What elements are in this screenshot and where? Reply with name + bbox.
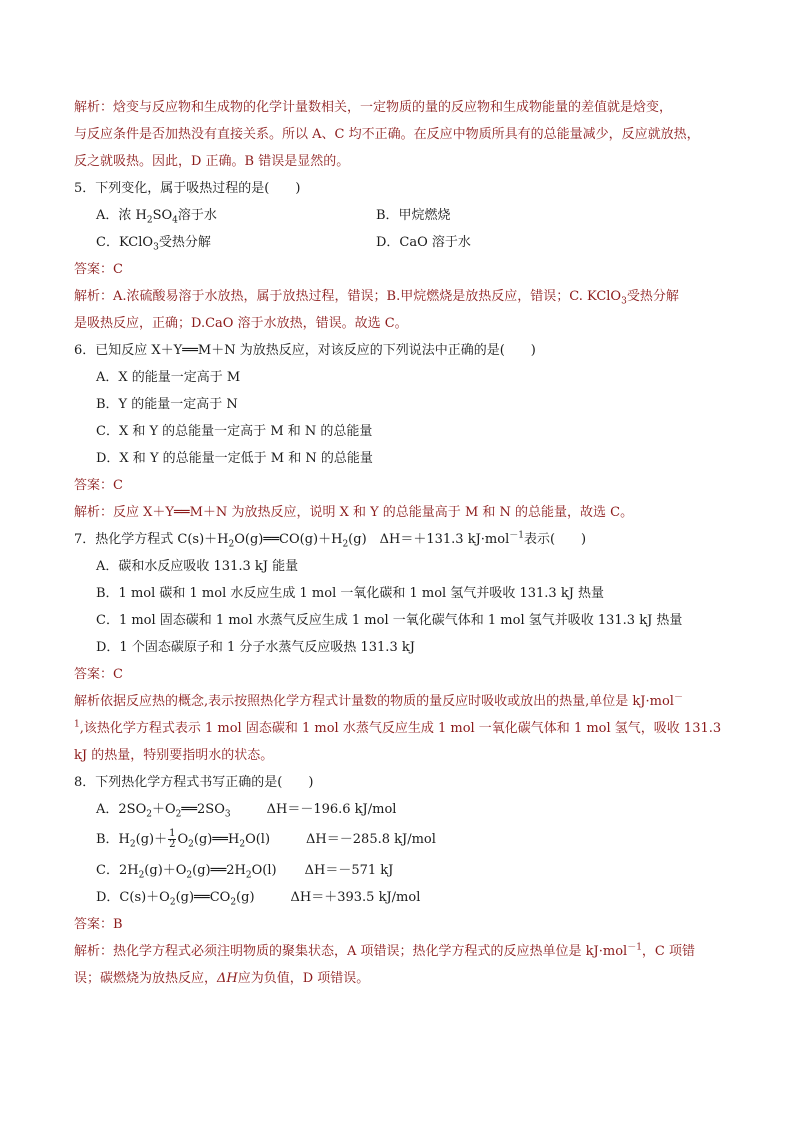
q8-option-d: D．$C(s)+O_2(g)══CO_2(g)$ ΔH＝＋393.5 kJ/mol — [96, 890, 421, 908]
q6-option-c: C．X 和 Y 的总能量一定高于 M 和 N 的总能量 — [96, 424, 373, 439]
q7-analysis-line-3: kJ 的热量，特别要指明水的状态。 — [74, 748, 274, 763]
q5-analysis-line-1: 解析：A.浓硫酸易溶于水放热，属于放热过程，错误；B.甲烷燃烧是放热反应，错误；C. KClO$_3$受热分解 — [74, 289, 679, 307]
q6-option-a: A．X 的能量一定高于 M — [96, 370, 241, 385]
q5-stem: 5．下列变化，属于吸热过程的是( ) — [74, 181, 301, 196]
q6-analysis: 解析：反应 X＋Y══M＋N 为放热反应，说明 X 和 Y 的总能量高于 M 和 N 的总能量，故选 C。 — [74, 505, 634, 520]
q7-option-c: C．1 mol 固态碳和 1 mol 水蒸气反应生成 1 mol 一氧化碳气体和 1 mol 氢气并吸收 131.3 kJ 热量 — [96, 613, 683, 628]
q7-option-b: B．1 mol 碳和 1 mol 水反应生成 1 mol 一氧化碳和 1 mol 氢气并吸收 131.3 kJ 热量 — [96, 586, 605, 601]
q6-answer: 答案：C — [74, 478, 123, 493]
document-page — [74, 94, 734, 992]
q8-option-b: B．$H_2(g)+$ $\frac{1}{2}$ $O_2(g)══H_2O(l)$ ΔH＝－285.8 kJ/mol — [96, 828, 436, 850]
q5-options-row-2 — [74, 229, 734, 256]
q6-stem: 6．已知反应 X＋Y══M＋N 为放热反应，对该反应的下列说法中正确的是( ) — [74, 343, 536, 358]
q8-analysis-line-1: 解析：热化学方程式必须注明物质的聚集状态，A 项错误；热化学方程式的反应热单位是 kJ·mol$^{-1}$，C 项错 — [74, 942, 696, 959]
q5-options-row-1 — [74, 202, 734, 229]
q8-analysis-line-2: 误；碳燃烧为放热反应，ΔH应为负值，D 项错误。 — [74, 971, 370, 986]
analysis-q4-line-1: 解析：焓变与反应物和生成物的化学计量数相关，一定物质的量的反应物和生成物能量的差值就是焓变， — [74, 100, 673, 115]
q5-option-b: B．甲烷燃烧 — [376, 208, 451, 223]
analysis-q4-line-3: 反之就吸热。因此，D 正确。B 错误是显然的。 — [74, 154, 350, 169]
q8-option-c: C．$2H_2(g)+O_2(g)══2H_2O(l)$ ΔH＝－571 kJ — [96, 863, 394, 881]
q8-stem: 8．下列热化学方程式书写正确的是( ) — [74, 775, 314, 790]
q7-answer: 答案：C — [74, 667, 123, 682]
q8-answer: 答案：B — [74, 917, 123, 932]
q6-option-d: D．X 和 Y 的总能量一定低于 M 和 N 的总能量 — [96, 451, 373, 466]
q7-option-a: A．碳和水反应吸收 131.3 kJ 能量 — [96, 559, 299, 574]
q7-analysis-line-1: 解析依据反应热的概念,表示按照热化学方程式计量数的物质的量反应时吸收或放出的热量,单位是 kJ·mol－ — [74, 692, 683, 709]
q5-option-c: C．KClO$_3$受热分解 — [96, 235, 211, 253]
q7-stem: 7．热化学方程式 $C(s)+H_2O(g)══CO(g)+H_2(g)$ ΔH＝＋131.3 kJ·mol$^{-1}$表示( ) — [74, 530, 587, 550]
q7-analysis-line-2: $^1$,该热化学方程式表示 1 mol 固态碳和 1 mol 水蒸气反应生成 1 mol 一氧化碳气体和 1 mol 氢气，吸收 131.3 — [74, 719, 722, 736]
q5-option-a: A．浓 $H_2SO_4$溶于水 — [96, 208, 217, 226]
q6-option-b: B．Y 的能量一定高于 N — [96, 397, 238, 412]
q8-option-a: A．$2SO_2+O_2══2SO_3$ ΔH＝－196.6 kJ/mol — [96, 802, 397, 820]
q5-answer: 答案：C — [74, 262, 123, 277]
analysis-q4-line-2: 与反应条件是否加热没有直接关系。所以 A、C 均不正确。在反应中物质所具有的总能量减少，反应就放热， — [74, 127, 700, 142]
q5-analysis-line-2: 是吸热反应，正确；D.CaO 溶于水放热，错误。故选 C。 — [74, 316, 408, 331]
one-half-fraction: $\frac{1}{2}$ — [169, 828, 176, 850]
q5-option-d: D．CaO 溶于水 — [376, 235, 471, 250]
q7-option-d: D．1 个固态碳原子和 1 分子水蒸气反应吸热 131.3 kJ — [96, 640, 415, 655]
